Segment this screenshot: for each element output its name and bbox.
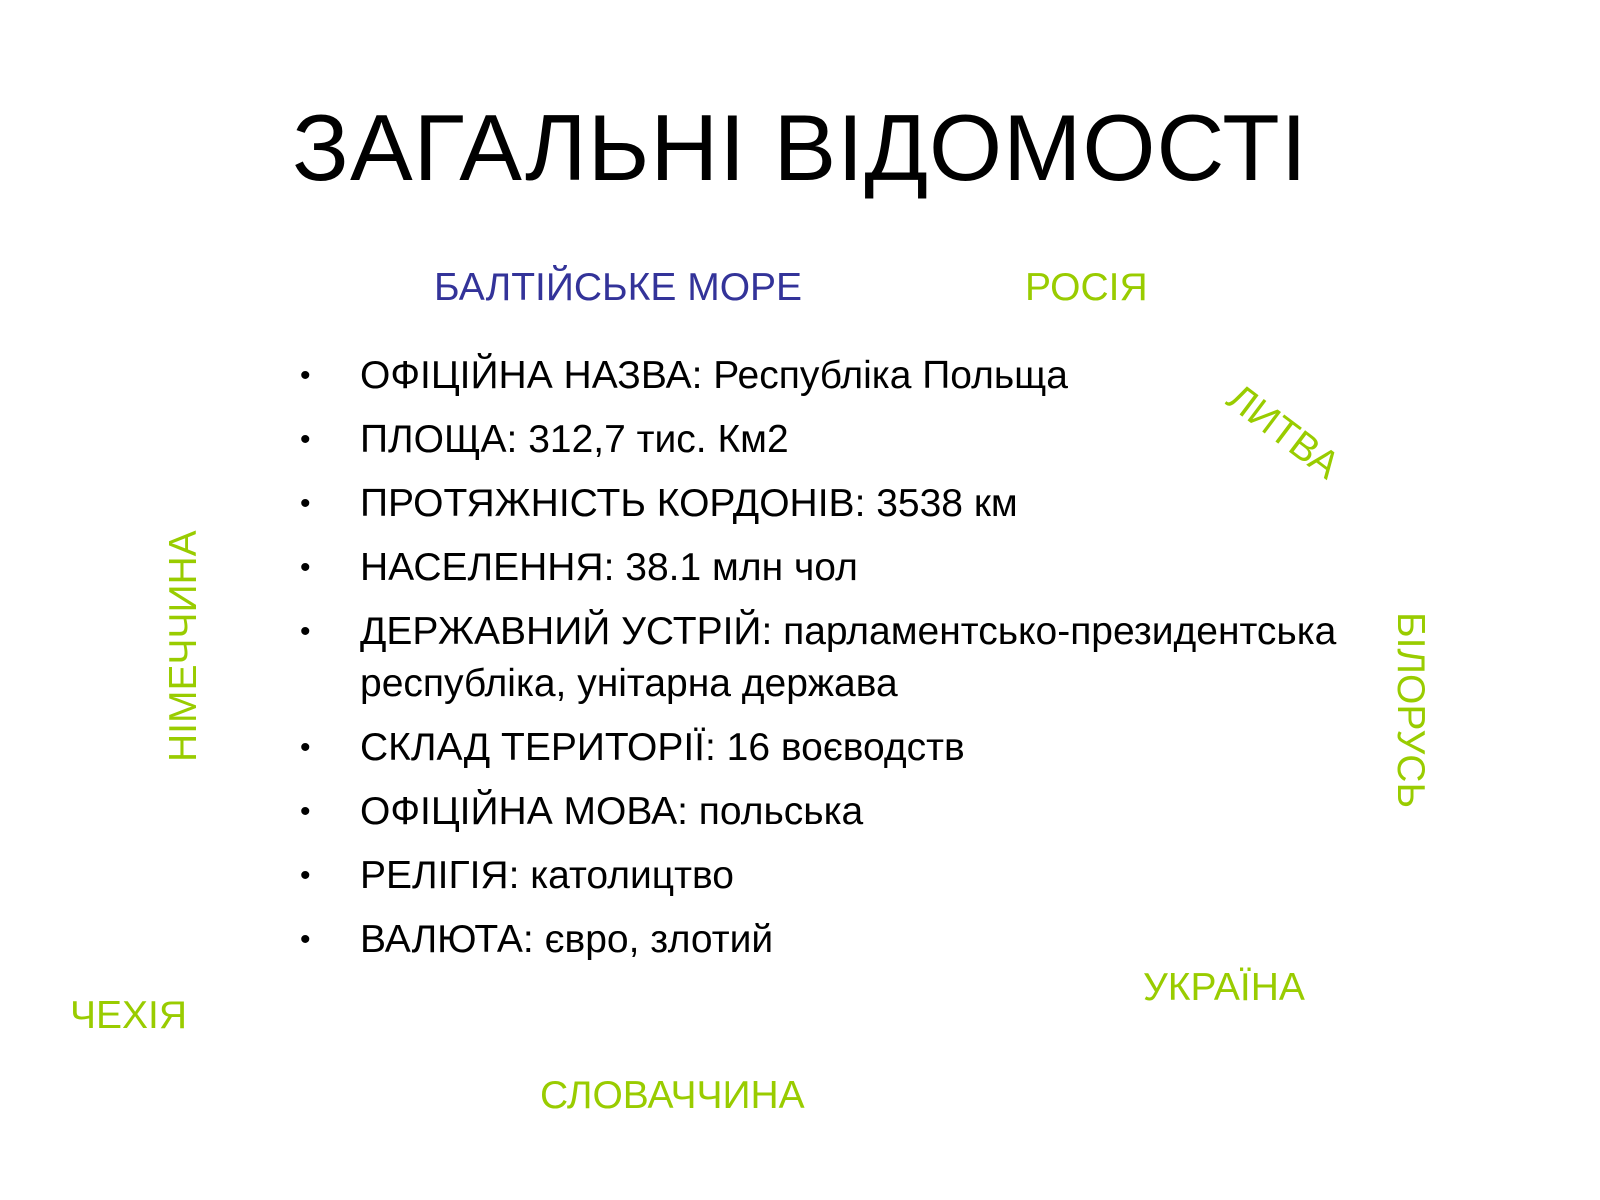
fact-border-length: ПРОТЯЖНІСТЬ КОРДОНІВ: 3538 км <box>360 482 1018 525</box>
fact-territory: СКЛАД ТЕРИТОРІЇ: 16 воєводств <box>360 726 965 769</box>
bullet-icon: • <box>300 731 311 764</box>
ukraine-label: УКРАЇНА <box>1143 966 1305 1009</box>
czech-label: ЧЕХІЯ <box>70 994 188 1037</box>
baltic-sea-label: БАЛТІЙСЬКЕ МОРЕ <box>434 266 803 309</box>
bullet-icon: • <box>300 923 311 956</box>
slovakia-label: СЛОВАЧЧИНА <box>540 1074 805 1117</box>
fact-population: НАСЕЛЕННЯ: 38.1 млн чол <box>360 546 858 589</box>
fact-currency: ВАЛЮТА: євро, злотий <box>360 918 774 961</box>
list-item <box>300 350 1360 402</box>
list-item <box>300 914 1360 966</box>
russia-label: РОСІЯ <box>1025 266 1148 309</box>
list-item <box>300 850 1360 902</box>
bullet-icon: • <box>300 359 311 392</box>
list-item <box>300 722 1360 774</box>
fact-language: ОФІЦІЙНА МОВА: польська <box>360 790 864 833</box>
bullet-icon: • <box>300 487 311 520</box>
fact-area: ПЛОЩА: 312,7 тис. Км2 <box>360 418 789 461</box>
list-item <box>300 606 1360 710</box>
bullet-icon: • <box>300 423 311 456</box>
list-item <box>300 478 1360 530</box>
fact-religion: РЕЛІГІЯ: католицтво <box>360 854 734 897</box>
bullet-icon: • <box>300 859 311 892</box>
list-item <box>300 542 1360 594</box>
fact-official-name: ОФІЦІЙНА НАЗВА: Республіка Польща <box>360 354 1068 397</box>
bullet-icon: • <box>300 795 311 828</box>
list-item <box>300 414 1360 466</box>
bullet-icon: • <box>300 551 311 584</box>
facts-list <box>300 350 1360 978</box>
list-item <box>300 786 1360 838</box>
lithuania-label: ЛИТВА <box>1219 376 1348 488</box>
belarus-label: БІЛОРУСЬ <box>1389 612 1432 809</box>
germany-label: НІМЕЧЧИНА <box>162 530 205 762</box>
fact-government: ДЕРЖАВНИЙ УСТРІЙ: парламентсько-президентська республіка, унітарна держава <box>360 610 1337 705</box>
bullet-icon: • <box>300 615 311 648</box>
slide-title: ЗАГАЛЬНІ ВІДОМОСТІ <box>292 95 1308 200</box>
